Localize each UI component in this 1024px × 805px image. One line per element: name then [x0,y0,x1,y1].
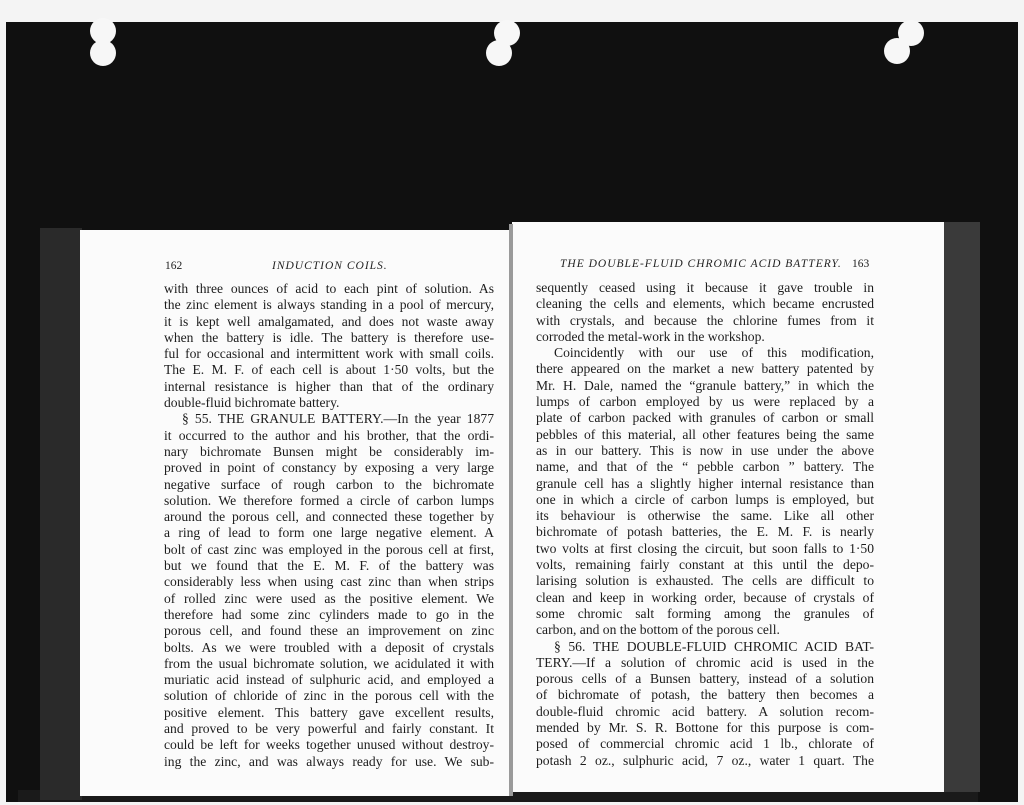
text-line: solution. We therefore formed a circle of carbon lumps [164,492,494,508]
text-line: it is kept well amalgamated, and does not waste away [164,313,494,329]
text-line: positive element. This battery gave excellent results, [164,704,494,720]
text-line: nary bichromate Bunsen might be considerably im- [164,443,494,459]
text-line: around the porous cell, and connected these together by [164,509,494,525]
right-body-text [536,280,874,769]
text-line: lumps of carbon employed by us were replaced by a [536,394,874,410]
left-body-text [164,281,494,770]
text-line: its behaviour is otherwise the same. Like all other [536,508,874,524]
text-line: § 56. THE DOUBLE-FLUID CHROMIC ACID BAT- [554,638,874,654]
text-line: porous cells of a Bunsen battery, instead of a solution [536,671,874,687]
text-line: solution of chloride of zinc in the porous cell with the [164,688,494,704]
text-line: Coincidently with our use of this modification, [554,345,874,361]
punch-hole [486,40,512,66]
text-line: granule cell has a slightly higher internal resistance than [536,475,874,491]
text-line: carbon, and on the bottom of the porous cell. [536,622,780,638]
text-line: mended by Mr. S. R. Bottone for this purpose is com- [536,720,874,736]
text-line: there appeared on the market a new battery patented by [536,361,874,377]
text-line: ful for occasional and intermittent work with small coils. [164,346,494,362]
punch-hole [884,38,910,64]
text-line: Mr. H. Dale, named the “granule battery,” in which the [536,377,874,393]
text-line: as in our battery. This is now in use under the above [536,442,874,458]
book-gutter [509,224,513,796]
text-line: when the battery is idle. The battery is therefore use- [164,329,494,345]
text-line: with crystals, and because the chlorine fumes from it [536,312,874,328]
text-line: clean and keep in working order, because of crystals of [536,589,874,605]
text-line: double-fluid chromic acid battery. A solution recom- [536,703,874,719]
text-line: two volts at first closing the circuit, but soon falls to 1·50 [536,540,874,556]
text-line: plate of carbon packed with granules of carbon or small [536,410,874,426]
right-running-title: THE DOUBLE-FLUID CHROMIC ACID BATTERY. [560,258,842,270]
text-line: some chromic salt forming among the granules of [536,605,874,621]
text-line: TERY.—If a solution of chromic acid is used in the [536,654,874,670]
punch-hole [90,40,116,66]
text-line: volts, remaining fairly constant at this until the depo- [536,557,874,573]
text-line: therefore had some zinc cylinders made to go in the [164,606,494,622]
text-line: sequently ceased using it because it gave trouble in [536,280,874,295]
text-line: potash 2 oz., sulphuric acid, 7 oz., water 1 quart. The [536,752,874,768]
text-line: one in which a circle of carbon lumps is employed, but [536,491,874,507]
text-line: ing the zinc, and was always ready for use. We sub- [164,753,494,769]
text-line: bichromate of potash batteries, the E. M. F. is nearly [536,524,874,540]
text-line: negative surface of rough carbon to the bichromate [164,476,494,492]
text-line: a ring of lead to form one large negative element. A [164,525,494,541]
text-line: from the usual bichromate solution, we acidulated it with [164,655,494,671]
text-line: muriatic acid instead of sulphuric acid, and employed a [164,672,494,688]
text-line: § 55. THE GRANULE BATTERY.—In the year 1877 [182,411,494,427]
text-line: name, and that of the “ pebble carbon ” battery. The [536,459,874,475]
text-line: larising solution is exhausted. The cells are difficult to [536,573,874,589]
right-page-number: 163 [852,258,870,270]
text-line: considerably less when using cast zinc than when strips [164,574,494,590]
text-line: porous cell, and found these an improvement on zinc [164,623,494,639]
text-line: posed of commercial chromic acid 1 lb., chlorate of [536,736,874,752]
text-line: of bichromate of potash, the battery then becomes a [536,687,874,703]
text-line: it occurred to the author and his brother, that the ordi- [164,427,494,443]
text-line: proved in point of constancy by exposing a very large [164,460,494,476]
text-line: cleaning the cells and elements, which became encrusted [536,296,874,312]
left-page-number: 162 [165,260,183,272]
text-line: but we found that the E. M. F. of the battery was [164,558,494,574]
page-shadow-left [40,228,82,800]
left-running-title: INDUCTION COILS. [272,260,388,272]
text-line: bolts. As we were troubled with a deposit of crystals [164,639,494,655]
text-line: double-fluid bichromate battery. [164,395,340,411]
text-line: bolt of cast zinc was employed in the porous cell at first, [164,541,494,557]
text-line: with three ounces of acid to each pint of solution. As [164,281,494,296]
text-line: could be left for weeks together unused without destroy- [164,737,494,753]
text-line: the zinc element is always standing in a pool of mercury, [164,297,494,313]
text-line: pebbles of this material, all other features being the same [536,426,874,442]
text-line: corroded the metal-work in the workshop. [536,328,765,344]
text-line: of rolled zinc were used as the positive element. We [164,590,494,606]
text-line: internal resistance is higher than that of the ordinary [164,378,494,394]
text-line: The E. M. F. of each cell is about 1·50 volts, but the [164,362,494,378]
text-line: and proved to be very powerful and fairly constant. It [164,721,494,737]
